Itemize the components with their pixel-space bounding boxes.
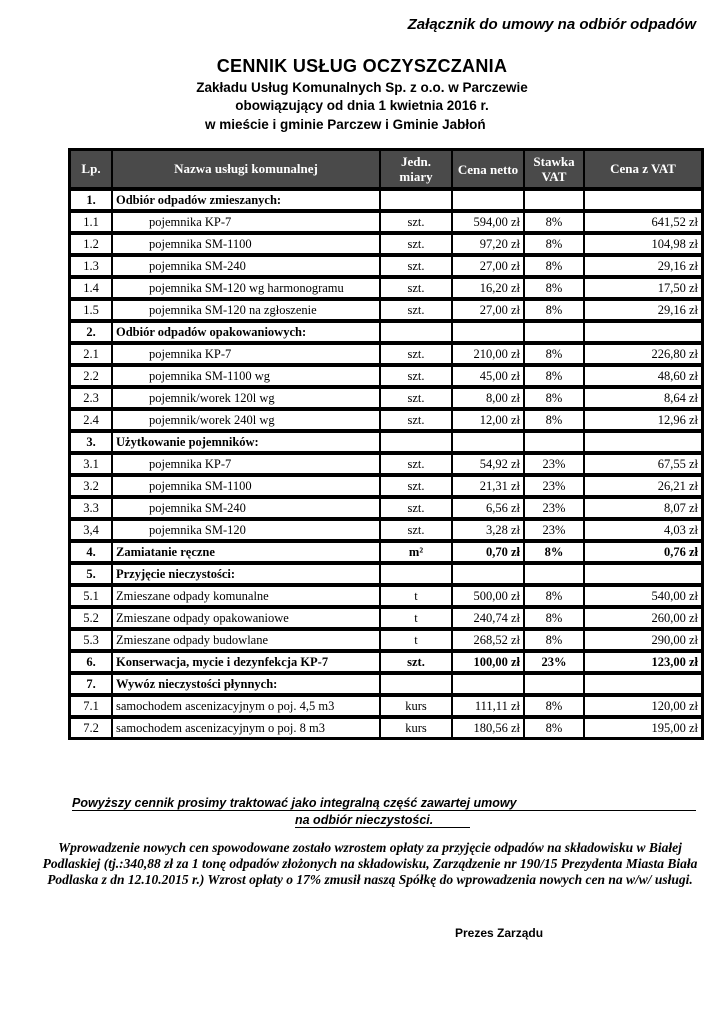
table-row [70,210,702,232]
cell-lp: 1.2 [70,232,112,254]
cell-gross: 195,00 zł [584,716,702,738]
cell-vat [524,672,584,694]
cell-gross: 0,76 zł [584,540,702,562]
document-title: CENNIK USŁUG OCZYSZCZANIA [216,56,508,76]
cell-vat: 8% [524,540,584,562]
cell-net [452,562,524,584]
cell-unit: kurs [380,694,452,716]
cell-gross: 67,55 zł [584,452,702,474]
cell-net: 45,00 zł [452,364,524,386]
table-row [70,474,702,496]
cell-net: 500,00 zł [452,584,524,606]
cell-name: Odbiór odpadów opakowaniowych: [112,320,380,342]
table-row [70,716,702,738]
cell-gross: 260,00 zł [584,606,702,628]
cell-name: Wywóz nieczystości płynnych: [112,672,380,694]
cell-net: 27,00 zł [452,254,524,276]
cell-name: Zmieszane odpady budowlane [112,628,380,650]
cell-net: 8,00 zł [452,386,524,408]
cell-name: Przyjęcie nieczystości: [112,562,380,584]
cell-vat: 23% [524,496,584,518]
cell-net [452,430,524,452]
cell-net: 0,70 zł [452,540,524,562]
cell-name: pojemnik/worek 120l wg [112,386,380,408]
table-row [70,254,702,276]
valid-from: obowiązujący od dnia 1 kwietnia 2016 r. [235,98,489,113]
note-integral-part: Powyższy cennik prosimy traktować jako integralną część zawartej umowy [72,796,696,811]
table-row [70,628,702,650]
cell-vat: 8% [524,606,584,628]
cell-lp: 1.1 [70,210,112,232]
section-row [70,188,702,210]
cell-unit: szt. [380,452,452,474]
cell-unit: szt. [380,518,452,540]
company-name: Zakładu Usług Komunalnych Sp. z o.o. w Parczewie [196,80,528,95]
cell-unit [380,430,452,452]
cell-lp: 2.3 [70,386,112,408]
cell-gross: 641,52 zł [584,210,702,232]
cell-gross [584,430,702,452]
cell-gross: 104,98 zł [584,232,702,254]
header-unit: Jedn. miary [380,150,452,188]
cell-net: 240,74 zł [452,606,524,628]
cell-name: pojemnika KP-7 [112,342,380,364]
cell-name: Zmieszane odpady komunalne [112,584,380,606]
cell-net [452,320,524,342]
header-name: Nazwa usługi komunalnej [112,150,380,188]
cell-gross: 123,00 zł [584,650,702,672]
cell-net: 16,20 zł [452,276,524,298]
cell-vat [524,562,584,584]
cell-net: 12,00 zł [452,408,524,430]
cell-lp: 1.5 [70,298,112,320]
cell-lp: 5.1 [70,584,112,606]
table-row [70,518,702,540]
cell-vat: 8% [524,584,584,606]
cell-vat: 8% [524,342,584,364]
table-row [70,452,702,474]
table-row [70,408,702,430]
cell-gross: 29,16 zł [584,298,702,320]
cell-lp: 6. [70,650,112,672]
cell-vat: 8% [524,716,584,738]
section-row [70,672,702,694]
cell-name: pojemnika SM-240 [112,254,380,276]
section-row [70,650,702,672]
cell-net: 210,00 zł [452,342,524,364]
cell-name: samochodem ascenizacyjnym o poj. 4,5 m3 [112,694,380,716]
section-row [70,540,702,562]
cell-gross [584,188,702,210]
cell-net: 111,11 zł [452,694,524,716]
cell-name: Zamiatanie ręczne [112,540,380,562]
cell-name: pojemnika SM-1100 wg [112,364,380,386]
cell-name: pojemnika SM-120 na zgłoszenie [112,298,380,320]
cell-vat: 23% [524,518,584,540]
cell-unit: szt. [380,386,452,408]
table-row [70,496,702,518]
price-table [68,148,704,740]
cell-lp: 1. [70,188,112,210]
cell-gross: 226,80 zł [584,342,702,364]
cell-name: pojemnika SM-120 [112,518,380,540]
cell-unit: szt. [380,254,452,276]
cell-net: 97,20 zł [452,232,524,254]
cell-lp: 3.2 [70,474,112,496]
cell-unit: szt. [380,408,452,430]
cell-net: 21,31 zł [452,474,524,496]
cell-lp: 5.2 [70,606,112,628]
cell-lp: 5. [70,562,112,584]
cell-unit: szt. [380,364,452,386]
section-row [70,430,702,452]
cell-gross: 17,50 zł [584,276,702,298]
cell-lp: 7.1 [70,694,112,716]
cell-net [452,188,524,210]
cell-vat: 8% [524,276,584,298]
cell-unit: szt. [380,232,452,254]
cell-unit: szt. [380,474,452,496]
cell-lp: 2. [70,320,112,342]
cell-lp: 2.4 [70,408,112,430]
cell-unit [380,562,452,584]
cell-gross [584,320,702,342]
cell-net: 180,56 zł [452,716,524,738]
table-row [70,694,702,716]
cell-net: 27,00 zł [452,298,524,320]
cell-lp: 2.1 [70,342,112,364]
table-row [70,232,702,254]
table-row [70,364,702,386]
cell-vat: 23% [524,474,584,496]
cell-name: pojemnik/worek 240l wg [112,408,380,430]
cell-vat: 8% [524,232,584,254]
cell-name: pojemnika SM-1100 [112,232,380,254]
cell-gross: 8,64 zł [584,386,702,408]
cell-unit: t [380,584,452,606]
section-row [70,562,702,584]
cell-net: 100,00 zł [452,650,524,672]
header-gross: Cena z VAT [584,150,702,188]
cell-vat: 8% [524,298,584,320]
cell-name: Konserwacja, mycie i dezynfekcja KP-7 [112,650,380,672]
cell-gross: 48,60 zł [584,364,702,386]
cell-unit: szt. [380,650,452,672]
cell-unit [380,672,452,694]
cell-lp: 1.4 [70,276,112,298]
cell-name: pojemnika SM-240 [112,496,380,518]
cell-vat [524,320,584,342]
cell-net: 594,00 zł [452,210,524,232]
cell-unit: szt. [380,496,452,518]
table-row [70,342,702,364]
cell-unit: szt. [380,210,452,232]
cell-net: 268,52 zł [452,628,524,650]
cell-vat [524,188,584,210]
cell-name: pojemnika KP-7 [112,210,380,232]
cell-gross: 29,16 zł [584,254,702,276]
cell-unit: t [380,606,452,628]
cell-vat: 23% [524,650,584,672]
cell-gross: 540,00 zł [584,584,702,606]
cell-lp: 3. [70,430,112,452]
annex-label: Załącznik do umowy na odbiór odpadów [407,16,696,33]
cell-vat: 8% [524,386,584,408]
table-row [70,276,702,298]
cell-unit: m² [380,540,452,562]
note-integral-part-2: na odbiór nieczystości. [295,813,470,828]
cell-gross: 12,96 zł [584,408,702,430]
table-header-row [70,150,702,188]
service-area: w mieście i gminie Parczew i Gminie Jabłoń [205,117,486,132]
cell-unit: szt. [380,298,452,320]
cell-name: pojemnika SM-1100 [112,474,380,496]
cell-unit: szt. [380,276,452,298]
cell-name: pojemnika KP-7 [112,452,380,474]
cell-gross [584,562,702,584]
section-row [70,320,702,342]
cell-lp: 3.1 [70,452,112,474]
cell-lp: 7. [70,672,112,694]
cell-vat: 8% [524,254,584,276]
cell-vat: 8% [524,210,584,232]
cell-lp: 1.3 [70,254,112,276]
header-lp: Lp. [70,150,112,188]
cell-name: samochodem ascenizacyjnym o poj. 8 m3 [112,716,380,738]
cell-lp: 5.3 [70,628,112,650]
signature-label: Prezes Zarządu [455,926,544,940]
table-row [70,298,702,320]
cell-vat: 8% [524,364,584,386]
cell-gross: 4,03 zł [584,518,702,540]
cell-gross: 120,00 zł [584,694,702,716]
cell-name: Odbiór odpadów zmieszanych: [112,188,380,210]
cell-lp: 7.2 [70,716,112,738]
header-net: Cena netto [452,150,524,188]
cell-net [452,672,524,694]
cell-lp: 2.2 [70,364,112,386]
table-row [70,386,702,408]
table-row [70,606,702,628]
cell-vat [524,430,584,452]
cell-name: pojemnika SM-120 wg harmonogramu [112,276,380,298]
cell-vat: 8% [524,408,584,430]
cell-net: 54,92 zł [452,452,524,474]
cell-gross: 8,07 zł [584,496,702,518]
cell-name: Zmieszane odpady opakowaniowe [112,606,380,628]
cell-unit: kurs [380,716,452,738]
cell-name: Użytkowanie pojemników: [112,430,380,452]
cell-unit [380,188,452,210]
cell-lp: 3.3 [70,496,112,518]
cell-unit [380,320,452,342]
cell-gross: 26,21 zł [584,474,702,496]
cell-gross: 290,00 zł [584,628,702,650]
cell-lp: 4. [70,540,112,562]
cell-gross [584,672,702,694]
header-vat: Stawka VAT [524,150,584,188]
cell-vat: 23% [524,452,584,474]
cell-unit: szt. [380,342,452,364]
cell-lp: 3,4 [70,518,112,540]
table-row [70,584,702,606]
cell-unit: t [380,628,452,650]
cell-vat: 8% [524,628,584,650]
cell-net: 6,56 zł [452,496,524,518]
cell-vat: 8% [524,694,584,716]
cell-net: 3,28 zł [452,518,524,540]
price-change-explanation: Wprowadzenie nowych cen spowodowane zostało wzrostem opłaty za przyjęcie odpadów na składowisku w Białej Podlaskiej (tj.:340,88 zł za 1 tonę odpadów złożonych na składowisku, Zarządzenie nr 190/15 Prezydenta Miasta Biała Podlaska z dn 12.10.2015 r.) Wzrost opłaty o 17% zmusił naszą Spółkę do wprowadzenia nowych cen na w/w/ usługi. [42,840,698,887]
